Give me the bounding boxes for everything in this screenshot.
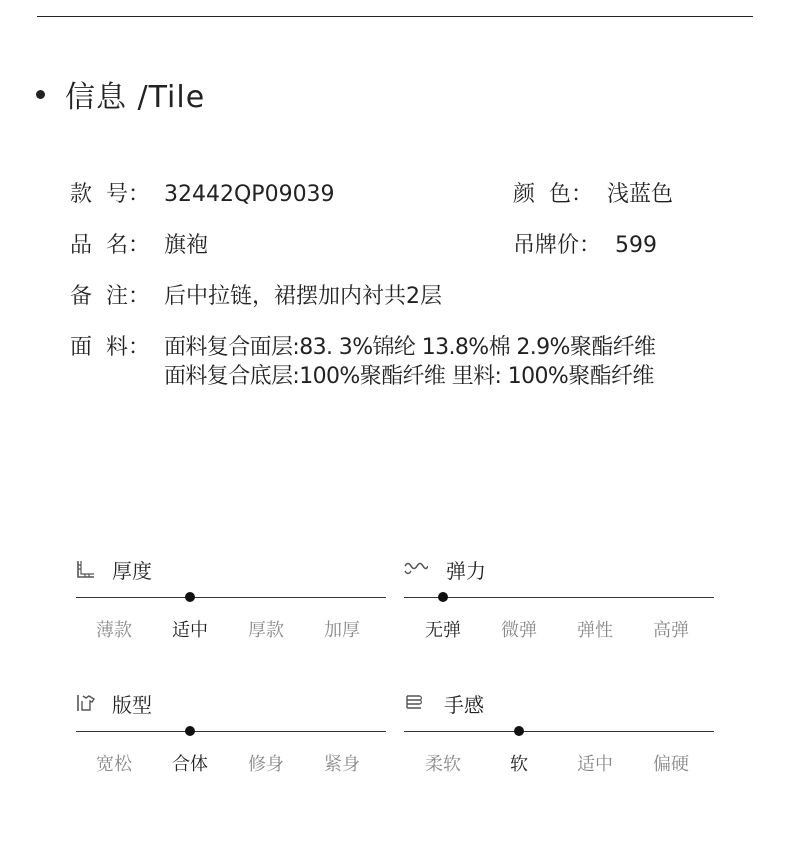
color-label: 颜 色： [513, 182, 593, 207]
ruler-icon [76, 559, 96, 579]
attr-thickness-opt-2: 适中 [172, 620, 208, 641]
shirt-icon [76, 693, 96, 713]
top-divider [37, 16, 753, 17]
attr-feel [404, 690, 714, 780]
attr-fit-indicator [185, 726, 195, 736]
fabric-label: 面 料： [70, 335, 150, 360]
attr-fit-head [76, 690, 152, 716]
attr-thickness-opt-4: 加厚 [324, 620, 360, 641]
attr-feel-head [404, 690, 484, 716]
attr-feel-line [404, 731, 714, 732]
style-no-label: 款 号： [70, 182, 150, 207]
attr-thickness-opt-1: 薄款 [96, 620, 132, 641]
attr-feel-indicator [514, 726, 524, 736]
attr-elasticity-title: 弹力 [446, 558, 486, 583]
attr-elasticity-head [404, 556, 486, 582]
attr-fit [76, 690, 386, 780]
attr-feel-opt-2: 软 [510, 754, 528, 775]
attr-fit-opt-4: 紧身 [324, 754, 360, 775]
attr-elasticity-opt-3: 弹性 [577, 620, 613, 641]
style-no-value: 32442QP09039 [164, 182, 335, 207]
attr-feel-opt-4: 偏硬 [653, 754, 689, 775]
attr-thickness-indicator [185, 592, 195, 602]
name-label: 品 名： [70, 233, 150, 258]
attr-fit-opt-3: 修身 [248, 754, 284, 775]
attr-fit-opt-1: 宽松 [96, 754, 132, 775]
fabric-line-2: 面料复合底层:100%聚酯纤维 里料: 100%聚酯纤维 [164, 364, 654, 389]
attr-feel-title: 手感 [444, 692, 484, 717]
note-label: 备 注： [70, 284, 150, 309]
name-value: 旗袍 [164, 233, 209, 258]
attr-thickness-title: 厚度 [112, 558, 152, 583]
attr-feel-opt-3: 适中 [577, 754, 613, 775]
attr-fit-opt-2: 合体 [172, 754, 208, 775]
section-title [36, 72, 205, 116]
attr-elasticity-opt-4: 高弹 [653, 620, 689, 641]
attr-elasticity-opt-2: 微弹 [501, 620, 537, 641]
attr-fit-title: 版型 [112, 692, 152, 717]
info-fabric [70, 333, 710, 391]
attr-elasticity-line [404, 597, 714, 598]
attr-fit-line [76, 731, 386, 732]
note-value: 后中拉链，裙摆加内衬共2层 [164, 284, 442, 309]
attr-thickness [76, 556, 386, 646]
attr-thickness-line [76, 597, 386, 598]
color-value: 浅蓝色 [607, 182, 674, 207]
section-title-text: 信息 /Tile [65, 80, 206, 115]
attr-elasticity [404, 556, 714, 646]
price-value: 599 [615, 233, 657, 258]
attr-elasticity-opt-1: 无弹 [425, 620, 461, 641]
price-label: 吊牌价： [513, 233, 602, 258]
bullet-icon [36, 90, 45, 99]
fabric-line-1: 面料复合面层:83. 3%锦纶 13.8%棉 2.9%聚酯纤维 [164, 335, 656, 360]
attr-thickness-head [76, 556, 152, 582]
attr-thickness-opt-3: 厚款 [248, 620, 284, 641]
attr-elasticity-indicator [438, 592, 448, 602]
attr-feel-opt-1: 柔软 [425, 754, 461, 775]
wave-icon [404, 559, 428, 579]
fabric-stack-icon [404, 693, 424, 713]
